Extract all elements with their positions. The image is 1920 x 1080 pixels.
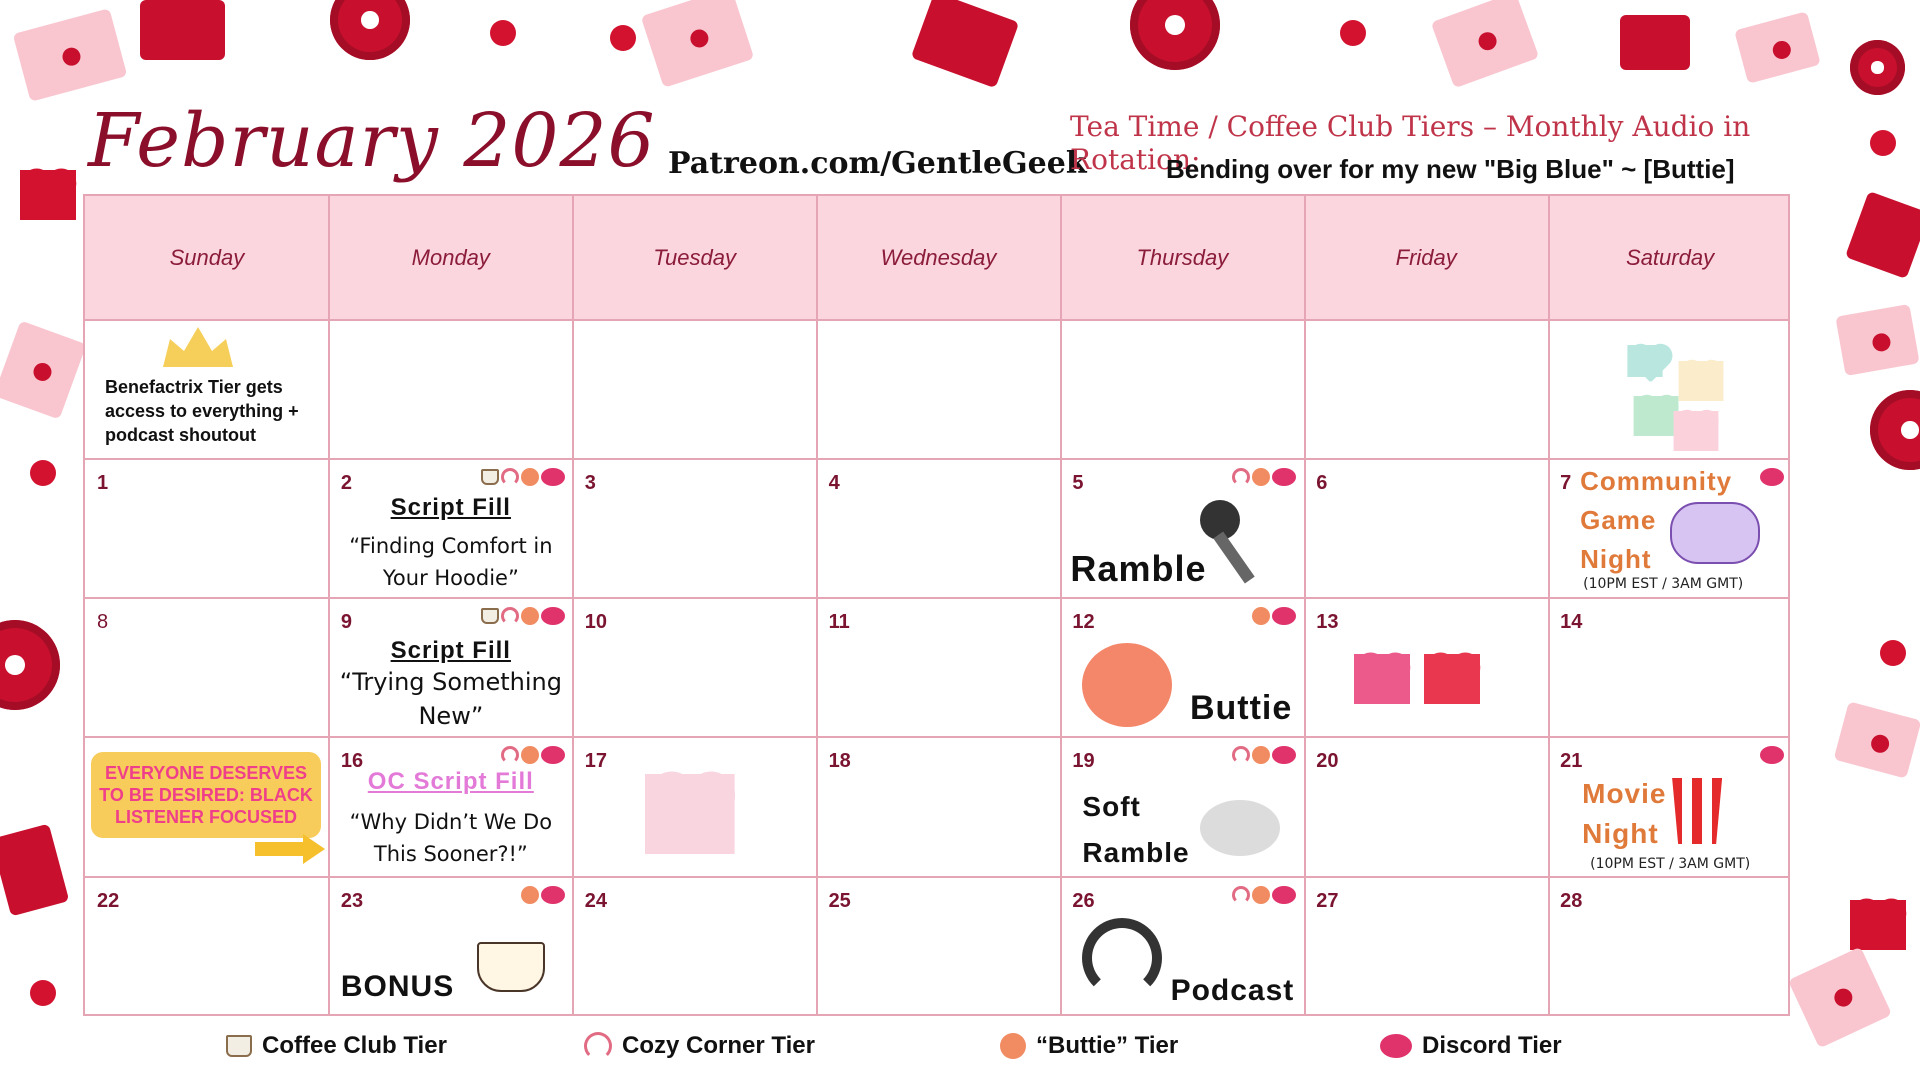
- date-number: 12: [1072, 611, 1095, 633]
- date-number: 6: [1316, 472, 1328, 494]
- heart-icon: [1634, 396, 1679, 436]
- legend-discord: [1380, 1032, 1562, 1060]
- weekday-friday: Friday: [1395, 244, 1457, 270]
- legend-buttie: [1000, 1032, 1178, 1060]
- peach-icon: [521, 607, 539, 625]
- date-number: 19: [1072, 750, 1095, 772]
- date-number: 3: [584, 472, 596, 494]
- heart-icon: [1850, 900, 1906, 950]
- cell-day-3[interactable]: [573, 460, 817, 599]
- headphones-icon: [1232, 886, 1250, 904]
- cell-day-17[interactable]: [573, 738, 817, 877]
- coffee-cup-icon: [481, 608, 499, 624]
- weekday-thursday: Thursday: [1136, 244, 1229, 270]
- tier-icons: [481, 468, 565, 486]
- tier-icons: [521, 886, 565, 904]
- weekday-sunday: Sunday: [169, 244, 245, 270]
- event-script-fill: Script Fill: [390, 494, 511, 521]
- gift-icon: [0, 824, 69, 917]
- cell-candy-hearts: [1548, 321, 1792, 460]
- cell-day-6[interactable]: [1304, 460, 1548, 599]
- date-number: 22: [97, 890, 120, 912]
- tiers-heading: Tea Time / Coffee Club Tiers – Monthly Audio in Rotation:: [1070, 110, 1751, 176]
- peach-icon: [1252, 886, 1270, 904]
- coffee-cup-icon: [481, 469, 499, 485]
- envelope-icon: [1834, 701, 1920, 778]
- peach-icon: [521, 746, 539, 764]
- gift-icon: [1620, 15, 1690, 70]
- event-ramble: Ramble: [1070, 548, 1207, 589]
- record-icon: [1870, 390, 1920, 470]
- coffee-cup-icon: [226, 1035, 252, 1057]
- cell-everyone-deserves: [85, 738, 329, 877]
- date-number: 1: [97, 472, 109, 494]
- peach-icon: [1082, 643, 1172, 727]
- legend-label: “Buttie” Tier: [1036, 1032, 1179, 1059]
- cell-benefactrix: [85, 321, 329, 460]
- discord-icon: [1760, 468, 1784, 486]
- heart-icon: [1679, 361, 1724, 401]
- date-number: 16: [340, 750, 364, 772]
- cell-day-2[interactable]: [329, 460, 573, 599]
- headphones-icon: [501, 746, 519, 764]
- grid-line: [85, 319, 1788, 321]
- event-soft-ramble: Soft Ramble: [1082, 791, 1190, 868]
- cherry-icon: [1870, 130, 1896, 156]
- discord-icon: [541, 886, 565, 904]
- event-script-fill: Script Fill: [390, 637, 511, 664]
- game-controller-icon: [1670, 502, 1760, 564]
- envelope-icon: [1431, 0, 1540, 88]
- legend-coffee: [226, 1032, 447, 1060]
- cell-day-26[interactable]: [1060, 878, 1304, 1017]
- event-subtitle: “Trying Something New”: [339, 668, 562, 730]
- envelope-icon: [1734, 11, 1821, 84]
- date-number: 28: [1560, 890, 1583, 912]
- gift-icon: [1845, 191, 1920, 279]
- discord-icon: [541, 468, 565, 486]
- benefactrix-note: Benefactrix Tier gets access to everything + podcast shoutout: [105, 377, 299, 445]
- event-subtitle: “Why Didn’t We Do This Sooner?!”: [349, 810, 553, 866]
- legend-label: Coffee Club Tier: [262, 1032, 447, 1059]
- cherry-icon: [30, 460, 56, 486]
- tier-icons: [1252, 607, 1296, 625]
- record-icon: [1130, 0, 1220, 70]
- cell-day-9[interactable]: [329, 599, 573, 738]
- page-title: February 2026: [88, 98, 656, 184]
- event-podcast: Podcast: [1170, 974, 1295, 1007]
- event-time: (10PM EST / 3AM GMT): [1583, 576, 1744, 592]
- weekday-tuesday: Tuesday: [653, 244, 736, 270]
- weekday-wednesday: Wednesday: [880, 244, 997, 270]
- legend-label: Cozy Corner Tier: [622, 1032, 815, 1059]
- patreon-link[interactable]: Patreon.com/GentleGeek: [668, 146, 1087, 181]
- heart-icon: [1354, 654, 1410, 704]
- date-number: 17: [584, 750, 607, 772]
- cell-day-21[interactable]: [1548, 738, 1792, 877]
- tier-icons: [501, 746, 565, 764]
- date-number: 5: [1072, 472, 1084, 494]
- discord-icon: [1272, 886, 1296, 904]
- event-time: (10PM EST / 3AM GMT): [1590, 856, 1751, 872]
- tier-icons: [1232, 468, 1296, 486]
- cherry-icon: [610, 25, 636, 51]
- cell-day-7[interactable]: [1548, 460, 1792, 599]
- cell-day-25[interactable]: [817, 878, 1061, 1017]
- splash-icon: [1200, 800, 1280, 856]
- date-number: 4: [828, 472, 840, 494]
- discord-icon: [1272, 607, 1296, 625]
- cherry-icon: [1340, 20, 1366, 46]
- discord-icon: [541, 607, 565, 625]
- rotation-audio: Bending over for my new "Big Blue" ~ [Buttie]: [1166, 154, 1735, 184]
- tier-icons: [1760, 746, 1784, 764]
- cell-day-14[interactable]: [1548, 599, 1792, 738]
- event-bonus: BONUS: [340, 970, 455, 1003]
- peach-icon: [1252, 746, 1270, 764]
- record-icon: [0, 620, 60, 710]
- headphones-icon: [501, 607, 519, 625]
- arrow-right-icon: [255, 842, 307, 856]
- event-subtitle: “Finding Comfort in Your Hoodie”: [349, 534, 553, 590]
- date-number: 10: [584, 611, 607, 633]
- discord-icon: [1380, 1034, 1412, 1058]
- headphones-icon: [1232, 468, 1250, 486]
- date-number: 11: [828, 611, 850, 633]
- tier-icons: [1232, 886, 1296, 904]
- weekday-saturday: Saturday: [1626, 244, 1715, 270]
- date-number: 26: [1072, 890, 1095, 912]
- cherry-icon: [1880, 640, 1906, 666]
- calendar-grid: [83, 194, 1790, 1016]
- cell-day-10[interactable]: [573, 599, 817, 738]
- legend-label: Discord Tier: [1422, 1032, 1562, 1059]
- arrow-head: [303, 834, 325, 864]
- date-number: 9: [340, 611, 352, 633]
- cell-day-28[interactable]: [1548, 878, 1792, 1017]
- tier-icons: [1760, 468, 1784, 486]
- envelope-icon: [0, 320, 87, 419]
- cell-day-22[interactable]: [85, 878, 329, 1017]
- record-icon: [1850, 40, 1905, 95]
- cell-day-13[interactable]: [1304, 599, 1548, 738]
- black-listener-banner: EVERYONE DESERVES TO BE DESIRED: BLACK LISTENER FOCUSED: [91, 752, 321, 838]
- heart-icon: [1674, 411, 1719, 451]
- date-number: 8: [97, 611, 109, 633]
- date-number: 20: [1316, 750, 1339, 772]
- cell-day-23[interactable]: [329, 878, 573, 1017]
- tier-legend: [0, 1032, 1920, 1072]
- cell-day-12[interactable]: [1060, 599, 1304, 738]
- date-number: 25: [828, 890, 851, 912]
- date-number: 23: [340, 890, 364, 912]
- headphones-icon: [584, 1032, 612, 1060]
- gift-icon: [140, 0, 225, 60]
- event-community-game-night: Community Game Night: [1580, 466, 1733, 574]
- cell-day-27[interactable]: [1304, 878, 1548, 1017]
- event-movie-night: Movie Night: [1582, 778, 1667, 849]
- date-number: 7: [1560, 472, 1572, 494]
- tier-icons: [481, 607, 565, 625]
- event-buttie: Buttie: [1189, 689, 1293, 727]
- event-oc-script-fill: OC Script Fill: [367, 768, 534, 795]
- cherry-icon: [490, 20, 516, 46]
- microphone-handle: [1214, 532, 1255, 584]
- date-number: 13: [1316, 611, 1339, 633]
- peach-icon: [521, 886, 539, 904]
- peach-icon: [1252, 607, 1270, 625]
- tier-icons: [1232, 746, 1296, 764]
- date-number: 2: [340, 472, 352, 494]
- record-icon: [330, 0, 410, 60]
- date-number: 14: [1560, 611, 1583, 633]
- cell-day-1[interactable]: [85, 460, 329, 599]
- gift-icon: [911, 0, 1020, 88]
- cell-day-18[interactable]: [817, 738, 1061, 877]
- cell-day-4[interactable]: [817, 460, 1061, 599]
- cell-day-19[interactable]: [1060, 738, 1304, 877]
- cell-day-20[interactable]: [1304, 738, 1548, 877]
- cell-day-8[interactable]: [85, 599, 329, 738]
- coffee-cup-icon: [477, 942, 545, 992]
- date-number: 24: [584, 890, 607, 912]
- heart-icon: [645, 774, 735, 854]
- crown-icon: [163, 327, 233, 367]
- weekday-monday: Monday: [411, 244, 490, 270]
- envelope-icon: [641, 0, 755, 88]
- envelope-icon: [1835, 304, 1919, 376]
- cell-day-16[interactable]: [329, 738, 573, 877]
- headphones-icon: [501, 468, 519, 486]
- peach-icon: [1252, 468, 1270, 486]
- cherry-icon: [30, 980, 56, 1006]
- cell-day-24[interactable]: [573, 878, 817, 1017]
- heart-icon: [1627, 345, 1662, 377]
- date-number: 27: [1316, 890, 1339, 912]
- discord-icon: [1272, 746, 1296, 764]
- peach-icon: [1000, 1033, 1026, 1059]
- date-number: 21: [1560, 750, 1583, 772]
- headphones-icon: [1232, 746, 1250, 764]
- heart-icon: [20, 170, 76, 220]
- envelope-icon: [13, 8, 128, 101]
- headphones-icon: [1082, 918, 1162, 998]
- cell-day-5[interactable]: [1060, 460, 1304, 599]
- date-number: 18: [828, 750, 851, 772]
- popcorn-icon: [1672, 778, 1722, 844]
- peach-icon: [521, 468, 539, 486]
- discord-icon: [1760, 746, 1784, 764]
- heart-icon: [1424, 654, 1480, 704]
- discord-icon: [1272, 468, 1296, 486]
- cell-day-11[interactable]: [817, 599, 1061, 738]
- legend-cozy: [584, 1032, 815, 1060]
- discord-icon: [541, 746, 565, 764]
